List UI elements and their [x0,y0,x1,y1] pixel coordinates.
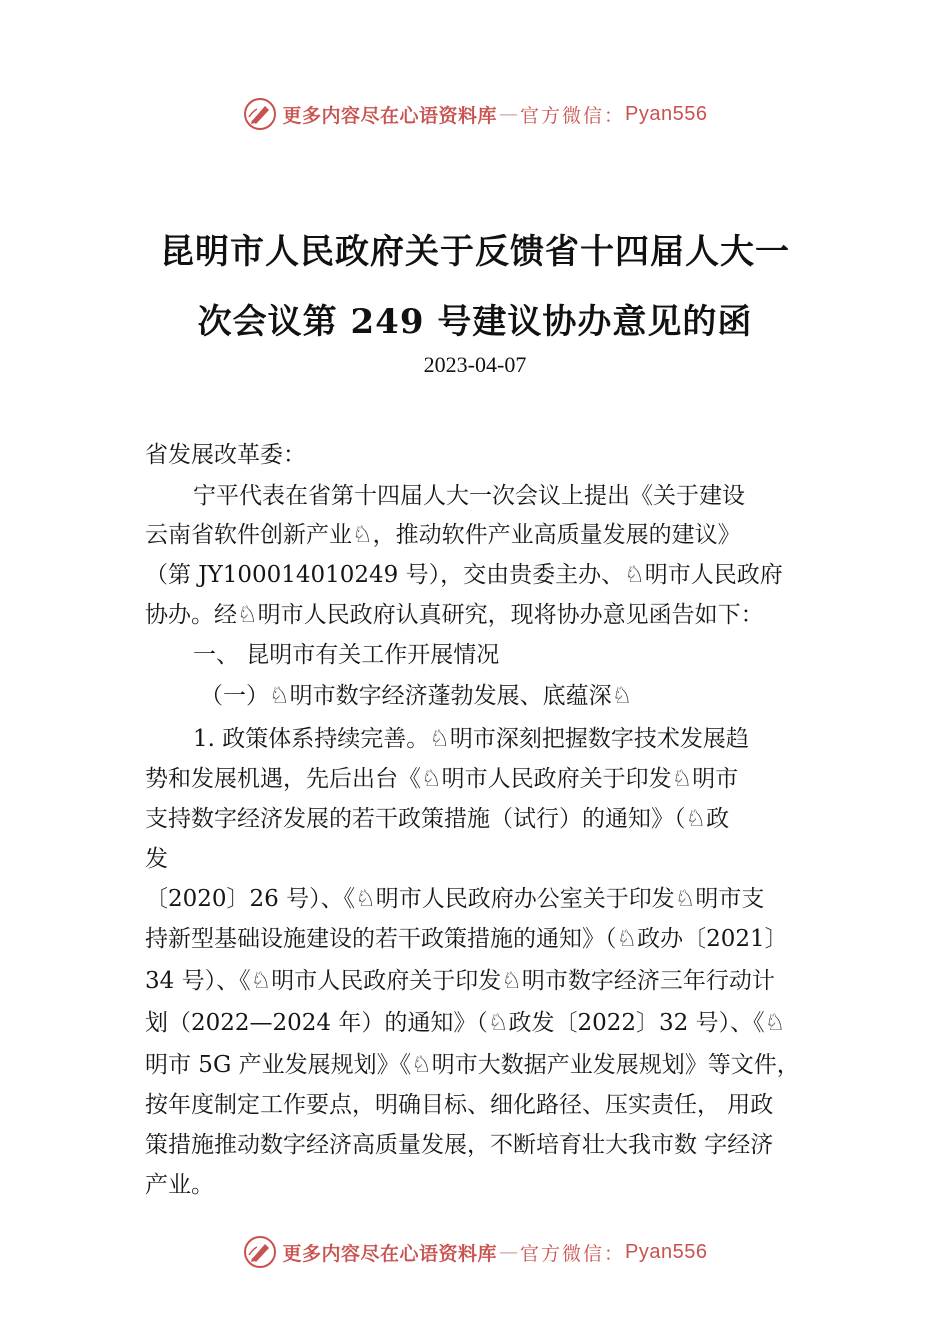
document-date: 2023-04-07 [423,352,527,377]
footer-watermark [0,1232,950,1272]
body-line: 持新型基础设施建设的若干政策措施的通知》（♘政办〔2021〕 [145,926,788,952]
body-line: 发 [145,846,168,872]
body-line: 〔2020〕26 号）、《♘明市人民政府办公室关于印发♘明市支 [145,886,765,912]
watermark-separator: — [499,103,519,125]
document-title-line-2: 次会议第 249 号建议协办意见的函 [197,302,753,342]
body-line: 宁平代表在省第十四届人大一次会议上提出《关于建设 [193,483,745,509]
document-title-line-1: 昆明市人民政府关于反馈省十四届人大一 [160,232,790,272]
body-line: 明市 5G 产业发展规划》《♘明市大数据产业发展规划》等文件， [145,1052,800,1078]
body-line: 划（2022—2024 年）的通知》（♘政发〔2022〕32 号）、《♘ [145,1010,786,1036]
watermark-wechat-id: Pyan556 [625,1240,708,1263]
body-line: 产业。 [145,1172,214,1198]
watermark-wechat-id: Pyan556 [625,102,708,125]
body-line: 34 号）、《♘明市人民政府关于印发♘明市数字经济三年行动计 [145,968,775,994]
body-line: 势和发展机遇，先后出台《♘明市人民政府关于印发♘明市 [145,766,739,792]
body-line: 策措施推动数字经济高质量发展，不断培育壮大我市数 字经济 [145,1132,774,1158]
watermark-main-text: 更多内容尽在心语资料库 [282,1242,498,1265]
body-line: 省发展改革委： [145,442,306,468]
body-line: （第 JY100014010249 号），交由贵委主办、♘明市人民政府 [145,562,783,588]
body-line: 按年度制定工作要点，明确目标、细化路径、压实责任， 用政 [145,1092,774,1118]
watermark-sub-text: 官方微信： [520,1242,626,1265]
watermark-main-text: 更多内容尽在心语资料库 [282,104,498,127]
body-line: 支持数字经济发展的若干政策措施（试行）的通知》（♘政 [145,806,730,832]
subsection-heading: （一）♘明市数字经济蓬勃发展、底蕴深♘ [200,683,633,709]
body-line: 云南省软件创新产业♘，推动软件产业高质量发展的建议》 [145,522,741,548]
body-line: 协办。经♘明市人民政府认真研究，现将协办意见函告如下： [145,602,764,628]
pen-and-paper-logo-icon [243,97,277,131]
header-watermark [0,94,950,134]
watermark-separator: — [499,1241,519,1263]
pen-and-paper-logo-icon [243,1235,277,1269]
body-line: 1. 政策体系持续完善。♘明市深刻把握数字技术发展趋 [193,726,749,752]
section-heading: 一、 昆明市有关工作开展情况 [193,642,500,668]
watermark-sub-text: 官方微信： [520,104,626,127]
